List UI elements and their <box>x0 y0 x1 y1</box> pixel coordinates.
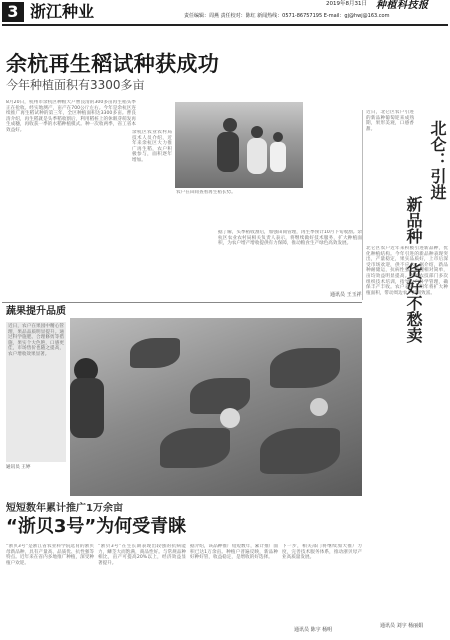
page-number: 3 <box>2 2 24 22</box>
header-rule <box>2 24 448 26</box>
third-article-col-a: “浙贝3号”是浙江省农业科学院选育的浙贝母新品种，具有产量高、品质优、抗性强等特点。近年来在省内多地推广种植，深受种植户欢迎。 <box>6 544 94 566</box>
newspaper-brand: 种植科技报 <box>376 0 429 11</box>
main-subhead: 今年种植面积有3300多亩 <box>6 78 145 92</box>
sidebar-intro: 近日，北仑区农户引进的新品种葡萄迎来成熟期，果形美观，口感香甜。 <box>366 110 414 132</box>
main-headline: 余杭再生稻试种获成功 <box>6 52 219 76</box>
section-title: 浙江种业 <box>30 2 95 21</box>
sidebar-title-line2: 新品种 货好不愁卖 <box>404 196 423 343</box>
third-article-col-c: 据介绍，该品种推广短短数年，累计推广面积已达1万余亩。种植户普遍反映，新品种好种好管，收益稳定，是增收的好选择。 <box>190 544 278 561</box>
section-rule <box>2 302 362 303</box>
third-kicker: 短短数年累计推广1万余亩 <box>6 503 123 514</box>
second-headline: 蔬果提升品质 <box>6 306 66 317</box>
third-article-author: 通讯员 陈宇 杨明 <box>294 627 333 633</box>
column-divider <box>362 110 363 300</box>
second-article-author: 通讯员 王婷 <box>6 465 31 470</box>
issue-date: 2019年8月31日 <box>326 1 367 7</box>
farmer-orchard-photo <box>70 318 362 496</box>
photo-caption: 农户在田间查看再生稻长势。 <box>176 190 236 195</box>
sidebar-body: 北仑区农户近年来积极引进新品种，优化种植结构。今年引进的新品种表现突出，产量稳定，果实品质好，上市后深受市场欢迎，供不应求。据介绍，新品种耐储运，抗病性强，管理相对简单，亩均效益明显提高。当地农技部门多次组织技术培训，指导农户科学管理，确保丰产丰收。农户表示，明年将扩大种植面积，带动周边农户共同致富。 <box>366 246 448 296</box>
third-article-col-b: “浙贝3号”在生长期表现出较强的抗病能力，鳞茎大而饱满，商品性好。与常规品种相比，亩产可提高20%以上，经济效益显著提升。 <box>98 544 186 566</box>
main-article-author: 通讯员 王玉祥 <box>330 292 362 298</box>
editor-meta: 责任编辑：周燕 责任校对：陈红 新闻热线：0571-86757195 E-mail：gj@hwj@163.com <box>184 13 390 19</box>
second-article-body: 近日，农户在果园中精心管理，果品品质明显提升。通过科学施肥、合理修剪等措施，果实个大色艳，口感更佳，市场售价也随之提高，农户增收效果显著。 <box>6 322 66 462</box>
main-article-side-text: 余杭区农业农村局技术人员介绍，近年来余杭区大力推广再生稻，农户积极参与，面积逐年增加。 <box>132 130 172 163</box>
rice-harvest-photo <box>175 102 303 188</box>
main-article-body-cont: 据了解，头季稻收割后，加强田间管理，再生季预计10月下旬收割。余杭区农业农村局相关负责人表示，将继续做好技术服务，扩大种植面积，为农户增产增收提供有力保障，推动粮食生产绿色高效发展。 <box>218 230 362 247</box>
main-article-body: 8月20日，杭州市余杭区种粮大户曹良清的300多亩再生稻头季正在抢收。经实地测产，亩产在700公斤左右。今年是余杭区连续推广再生稻试种的第三年，全区种植面积达3300多亩。曹良清介绍，再生稻就是头季稻收割后，利用稻桩上的休眠芽萌发再生成穗，再收获一季的水稻种植模式。种一次收两季，省工省本效益好。 <box>6 100 136 133</box>
third-headline: “浙贝3号”为何受青睐 <box>6 516 187 537</box>
sidebar-title-line1: 北仑：引进 <box>428 120 447 200</box>
third-article-col-d: 下一步，相关部门将继续加大推广力度，完善技术服务体系，推动浙贝母产业高质量发展。 <box>282 544 362 561</box>
sidebar-author: 通讯员 刘宇 杨丽娟 <box>380 623 424 629</box>
